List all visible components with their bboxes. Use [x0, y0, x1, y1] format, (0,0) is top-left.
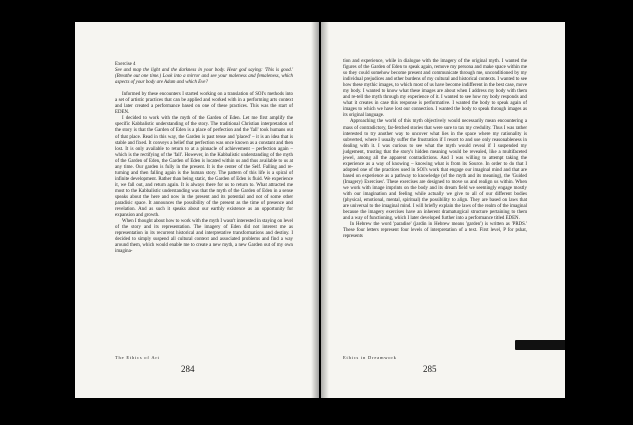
paragraph: I decided to work with the myth of the Garden of Eden. Let me first amplify the specific Kabbalistic understanding of the story. The traditional Christian interpretation of the story is that the Garden of Eden is a place of perfection and the 'fall' took humans out of that place. Read in this way, the Garden is past tense and 'placed' – it is an idea that is stable and fixed. It conveys a belief that perfection was once known as a constant and then lost. It is only available to return to at a pinnacle of achievement – perfection again – which is the rectifying of the 'fall'. However, in the Kabbalistic understanding of the myth of the Garden of Eden, the Garden of Eden is located within us and thus available to us at any time. Our garden is fully in the present. It is the center of the Self. Falling and re-turning and then falling again is the human story. The pattern of this life is a spiral of infinite development. Rather than being static, the Garden of Eden is fluid. We experience it, we fall out, and return again. It is always there for us to return to. What attracted me most to the Kabbalistic understanding was that the myth of the Garden of Eden in a sense speaks about the here and now in the present and its potential and not of some other paradisic space. It announces the possibility of the present as the time of presence and revelation. And as such it speaks about our earthly existence as an opportunity for expansion and growth.: [115, 116, 293, 219]
page-number-left: 284: [181, 364, 195, 374]
right-page: [321, 22, 565, 398]
paragraph: Informed by these encounters I started working on a translation of SOI's methods into a set of artistic practices that can be applied and worked with in a performing arts context and later created a performance based on one of these practices. This was the start of EDEN.: [115, 92, 293, 116]
exercise-title: Exercise 4: [115, 62, 136, 67]
exercise-text: See and map the light and the darkness in your body. Hear god saying: 'This is good.' (Breathe out one time.) Look into a mirror and see your maleness and femaleness, which aspects of your body are Adam and which Eve?: [115, 68, 293, 86]
exercise-box: [115, 62, 293, 86]
left-page: [75, 22, 319, 398]
paragraph: In Hebrew the word 'paradise' (jardin in Hebrew means 'garden') is written as 'PRDS.' These four letters represent four levels of interpretation of a text. First level, P for pshat, represents: [343, 222, 527, 240]
open-book: [75, 22, 565, 398]
right-page-text: [343, 59, 527, 240]
paragraph: Approaching the world of this myth objectively would necessarily mean encountering a mass of contradictory, far-fetched stories that were sure to tax my credulity. Thus I was rather interested to try another way to uncover what lies in the space where my rationality is subverted, where I usually suffer the frustration if I resort to and use only reasonableness in dealing with it. I was curious to see what the myth would reveal if I suspended my judgement, trusting that the story's hidden meaning would be revealed, like a multifaceted jewel, among all the apparent contradictions. And I was willing to attempt taking the experience as a way of knowing – knowing what is from its Source. In order to do that I adopted one of the practices used in SOI's work that engage our imaginal mind and that are based on experience as a pathway to knowledge (of the myth and its meaning), the 'Guided (Imagery) Exercises'. These exercises are designed to move us and realign us within. When we work with image imprints on the body and its dream field we seemingly engage mostly with our imagination and feeling while actually we give to all of our different bodies (physical, emotional, mental, spiritual) the possibility to align. They are based on laws that are universal to the imaginal mind. I will briefly explain the laws of the realm of the imaginal because the imagery exercises have an inherent dramaturgical structure pertaining to them and a way of functioning, which I later developed further into a performance titled EDEN.: [343, 119, 527, 222]
left-page-text: [115, 62, 293, 255]
page-number-right: 285: [423, 364, 437, 374]
running-head-right: Ethics in Dreamwork: [343, 355, 397, 360]
paragraph: When I thought about how to work with the myth I wasn't interested in staying on level of the story and its representation. The imagery of Eden did not interest me as representation in its recurrent historical and interpretative transformations and destiny. I decided to simply suspend all cultural context and associated problems and find a way around them, which would enable me to create a new myth, a new Garden out of my own imagina-: [115, 219, 293, 255]
paragraph: tion and experience, while in dialogue with the imagery of the original myth. I wanted the figures of the Garden of Eden to speak again, remove my persona and make space within me so they could somehow become present and communicate through me, unconditioned by my individual prejudices and other burdens of my cultural and historical contexts. I wanted to see how these mythic images, to which most of us have become indifferent in the best case, move my body. I wanted to know what these images are about when I address my body with them and re-tell the myth through my experience of it. I wanted to see how my body responds and what it creates in case this response is performative. I wanted the body to speak again of images to which we have lost our connection. I wanted the body to speak through images as its original language.: [343, 59, 527, 119]
running-head-left: The Ethics of Art: [115, 355, 160, 360]
redaction-bar: [515, 340, 565, 350]
